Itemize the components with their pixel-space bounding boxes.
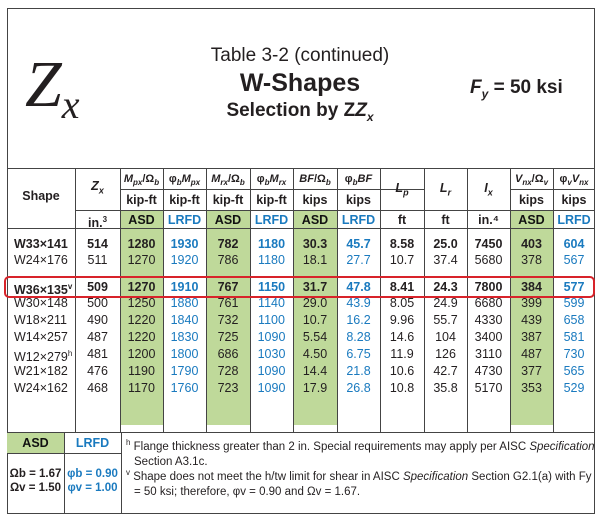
cell-zx: 500 — [87, 296, 108, 310]
unit-lp: ft — [397, 213, 407, 227]
cell-lp: 8.41 — [389, 280, 415, 294]
method-lrfd: LRFD — [557, 213, 591, 227]
unit: kip-ft — [126, 193, 157, 207]
cell-bf_asd: 30.3 — [302, 237, 328, 251]
cell-lr: 35.8 — [433, 381, 458, 395]
cell-vnx_asd: 384 — [521, 280, 542, 294]
col-header-bf-lrfd: $\varphi_bBF$ — [344, 173, 373, 188]
cell-vnx_asd: 439 — [521, 313, 542, 327]
cell-ix: 7450 — [474, 237, 503, 251]
cell-zx: 468 — [87, 381, 108, 395]
cell-shape: W30×148 — [14, 296, 68, 310]
cell-mpx_asd: 1250 — [127, 296, 156, 310]
cell-mpx_lrfd: 1790 — [170, 364, 199, 378]
cell-lr: 24.9 — [433, 296, 458, 310]
cell-mpx_asd: 1220 — [127, 313, 156, 327]
cell-mrx_lrfd: 1090 — [257, 381, 286, 395]
cell-bf_lrfd: 21.8 — [346, 364, 371, 378]
cell-vnx_asd: 399 — [521, 296, 542, 310]
unit: kip-ft — [169, 193, 200, 207]
cell-bf_asd: 4.50 — [302, 347, 328, 361]
cell-mpx_lrfd: 1930 — [170, 237, 199, 251]
cell-mrx_asd: 725 — [217, 330, 239, 344]
method-lrfd: LRFD — [341, 213, 376, 227]
cell-zx: 514 — [87, 237, 108, 251]
table-title: W-Shapes — [239, 69, 361, 97]
cell-zx: 490 — [87, 313, 108, 327]
cell-lp: 10.7 — [389, 253, 415, 267]
legend-lrfd-phi-b: φb = 0.90 — [67, 468, 118, 480]
cell-bf_lrfd: 16.2 — [346, 313, 371, 327]
cell-mpx_lrfd: 1880 — [170, 296, 199, 310]
legend-asd-omega-b: Ωb = 1.67 — [9, 468, 62, 480]
col-header-lp: $L_p$ — [395, 181, 409, 198]
unit: kips — [561, 193, 587, 207]
col-header-vnx-lrfd: $\varphi_vV_{nx}$ — [559, 173, 589, 188]
unit: kips — [302, 193, 328, 207]
cell-vnx_lrfd: 658 — [563, 313, 585, 327]
cell-vnx_asd: 353 — [521, 381, 542, 395]
cell-bf_lrfd: 43.9 — [346, 296, 371, 310]
cell-vnx_asd: 403 — [521, 237, 542, 251]
cell-vnx_asd: 487 — [521, 347, 542, 361]
cell-bf_lrfd: 6.75 — [346, 347, 371, 361]
col-header-mpx-asd: $M_{px}/\Omega_b$ — [123, 173, 160, 188]
cell-mpx_lrfd: 1800 — [170, 347, 199, 361]
cell-mpx_lrfd: 1910 — [170, 280, 199, 294]
cell-lr: 42.7 — [433, 364, 458, 378]
col-header-shape: Shape — [22, 189, 60, 203]
cell-mpx_asd: 1200 — [127, 347, 156, 361]
legend-asd-omega-v: Ωv = 1.50 — [9, 482, 62, 494]
cell-vnx_lrfd: 567 — [563, 253, 585, 267]
cell-bf_lrfd: 27.7 — [346, 253, 371, 267]
cell-mpx_lrfd: 1760 — [170, 381, 199, 395]
cell-ix: 6680 — [474, 296, 503, 310]
footnote-v: $^v$ Shape does not meet the h/tw limit for shear in AISC Specification Section G2.1(a) with Fy = 50 ksi; therefore, φv = 0.90 and Ωv = 1.67. — [126, 468, 592, 498]
cell-shape: W24×162 — [14, 381, 68, 395]
cell-zx: 511 — [87, 253, 108, 267]
cell-mrx_asd: 761 — [217, 296, 239, 310]
cell-shape: W18×211 — [14, 313, 67, 327]
cell-ix: 4730 — [474, 364, 503, 378]
cell-shape: W24×176 — [14, 253, 68, 267]
cell-mpx_asd: 1270 — [127, 280, 156, 294]
table-subtitle: Selection by $ZZ_x$ — [226, 100, 374, 124]
cell-bf_lrfd: 47.8 — [346, 280, 371, 294]
cell-ix: 5170 — [474, 381, 503, 395]
cell-mrx_lrfd: 1090 — [257, 364, 286, 378]
cell-shape: $W36\times 135^v$ — [14, 282, 73, 298]
method-asd: ASD — [518, 213, 545, 227]
cell-vnx_asd: 378 — [521, 253, 542, 267]
cell-shape: W33×141 — [14, 237, 68, 251]
cell-mrx_lrfd: 1030 — [257, 347, 286, 361]
cell-mrx_asd: 767 — [217, 280, 239, 294]
cell-mrx_lrfd: 1180 — [257, 237, 286, 251]
cell-vnx_lrfd: 577 — [563, 280, 585, 294]
col-header-mrx-asd: $M_{rx}/\Omega_b$ — [211, 173, 245, 188]
unit-lr: ft — [441, 213, 450, 227]
cell-ix: 5680 — [474, 253, 503, 267]
method-asd: ASD — [214, 213, 242, 227]
zx-symbol: $Z_x$ — [25, 48, 80, 127]
cell-bf_lrfd: 26.8 — [346, 381, 371, 395]
cell-mrx_asd: 732 — [217, 313, 239, 327]
cell-bf_asd: 29.0 — [302, 296, 328, 310]
cell-ix: 3400 — [474, 330, 503, 344]
cell-mpx_asd: 1280 — [127, 237, 156, 251]
cell-vnx_asd: 377 — [521, 364, 542, 378]
cell-mrx_lrfd: 1100 — [258, 313, 285, 327]
cell-bf_asd: 14.4 — [302, 364, 328, 378]
footnote-marker: v — [67, 282, 73, 291]
cell-lp: 10.6 — [389, 364, 415, 378]
legend-lrfd-label: LRFD — [75, 436, 110, 450]
cell-mpx_asd: 1220 — [127, 330, 156, 344]
cell-bf_lrfd: 8.28 — [346, 330, 371, 344]
cell-lp: 8.58 — [389, 237, 415, 251]
cell-vnx_asd: 387 — [521, 330, 542, 344]
unit-zx: in.$^3$ — [87, 215, 108, 231]
cell-mpx_asd: 1190 — [128, 364, 155, 378]
cell-lr: 104 — [435, 330, 456, 344]
unit-ix: in.⁴ — [478, 213, 499, 227]
cell-lr: 37.4 — [433, 253, 458, 267]
cell-mpx_lrfd: 1830 — [170, 330, 199, 344]
cell-ix: 3110 — [475, 347, 502, 361]
cell-zx: 476 — [87, 364, 108, 378]
cell-lp: 10.8 — [389, 381, 415, 395]
cell-bf_lrfd: 45.7 — [346, 237, 371, 251]
cell-mpx_lrfd: 1920 — [170, 253, 199, 267]
cell-mrx_lrfd: 1180 — [258, 253, 285, 267]
cell-vnx_lrfd: 565 — [563, 364, 585, 378]
cell-ix: 4330 — [474, 313, 503, 327]
unit: kip-ft — [256, 193, 287, 207]
col-header-zx: $Z_x$ — [91, 179, 104, 196]
method-lrfd: LRFD — [254, 213, 289, 227]
cell-mpx_asd: 1170 — [128, 381, 155, 395]
title-block — [150, 44, 450, 130]
method-asd: ASD — [301, 213, 329, 227]
cell-shape: W21×182 — [14, 364, 68, 378]
unit: kips — [518, 193, 544, 207]
unit: kip-ft — [212, 193, 244, 207]
cell-lr: 55.7 — [433, 313, 458, 327]
unit: kips — [345, 193, 371, 207]
footnote-h: $^h$ Flange thickness greater than 2 in. Special requirements may apply per AISC Specification Section A3.1c. — [126, 438, 595, 468]
cell-mpx_lrfd: 1840 — [170, 313, 199, 327]
cell-lr: 24.3 — [433, 280, 458, 294]
cell-vnx_lrfd: 604 — [563, 237, 585, 251]
cell-lp: 11.9 — [390, 347, 414, 361]
cell-mrx_lrfd: 1150 — [257, 280, 286, 294]
cell-bf_asd: 18.1 — [302, 253, 328, 267]
col-header-mpx-lrfd: $\varphi_bM_{px}$ — [168, 173, 201, 188]
cell-zx: 509 — [87, 280, 108, 294]
cell-lp: 9.96 — [389, 313, 415, 327]
cell-vnx_lrfd: 599 — [563, 296, 585, 310]
cell-ix: 7800 — [474, 280, 503, 294]
cell-shape: W14×257 — [14, 330, 68, 344]
table-label: Table 3-2 (continued) — [210, 45, 390, 66]
col-header-lr: $L_r$ — [439, 181, 452, 198]
cell-vnx_lrfd: 730 — [563, 347, 585, 361]
cell-lp: 14.6 — [389, 330, 415, 344]
cell-mrx_asd: 686 — [217, 347, 239, 361]
cell-mrx_asd: 782 — [217, 237, 239, 251]
cell-mrx_asd: 786 — [217, 253, 239, 267]
cell-zx: 487 — [87, 330, 108, 344]
col-header-mrx-lrfd: $\varphi_bM_{rx}$ — [256, 173, 287, 188]
cell-mrx_lrfd: 1140 — [258, 296, 285, 310]
cell-bf_asd: 10.7 — [302, 313, 328, 327]
legend-lrfd-phi-v: φv = 1.00 — [67, 482, 118, 494]
cell-lr: 25.0 — [433, 237, 458, 251]
cell-mpx_asd: 1270 — [127, 253, 156, 267]
highlighted-row-outline — [4, 276, 595, 298]
col-header-bf-asd: $BF/\Omega_b$ — [299, 173, 331, 188]
method-lrfd: LRFD — [167, 213, 202, 227]
cell-zx: 481 — [87, 347, 108, 361]
cell-vnx_lrfd: 581 — [563, 330, 585, 344]
cell-bf_asd: 5.54 — [302, 330, 328, 344]
cell-lr: 126 — [435, 347, 456, 361]
cell-shape: $W12\times 279^h$ — [14, 349, 73, 365]
cell-mrx_lrfd: 1090 — [257, 330, 286, 344]
method-asd: ASD — [128, 213, 155, 227]
legend-asd-label: ASD — [22, 436, 49, 450]
cell-mrx_asd: 723 — [217, 381, 239, 395]
cell-bf_asd: 31.7 — [302, 280, 328, 294]
cell-bf_asd: 17.9 — [302, 381, 328, 395]
col-header-ix: $I_x$ — [484, 181, 493, 198]
col-header-vnx-asd: $V_{nx}/\Omega_v$ — [514, 173, 549, 188]
yield-strength: $F_y = 50$ ksi — [470, 77, 563, 101]
cell-lp: 8.05 — [389, 296, 415, 310]
cell-mrx_asd: 728 — [217, 364, 239, 378]
footnote-marker: h — [67, 349, 73, 358]
cell-vnx_lrfd: 529 — [563, 381, 585, 395]
